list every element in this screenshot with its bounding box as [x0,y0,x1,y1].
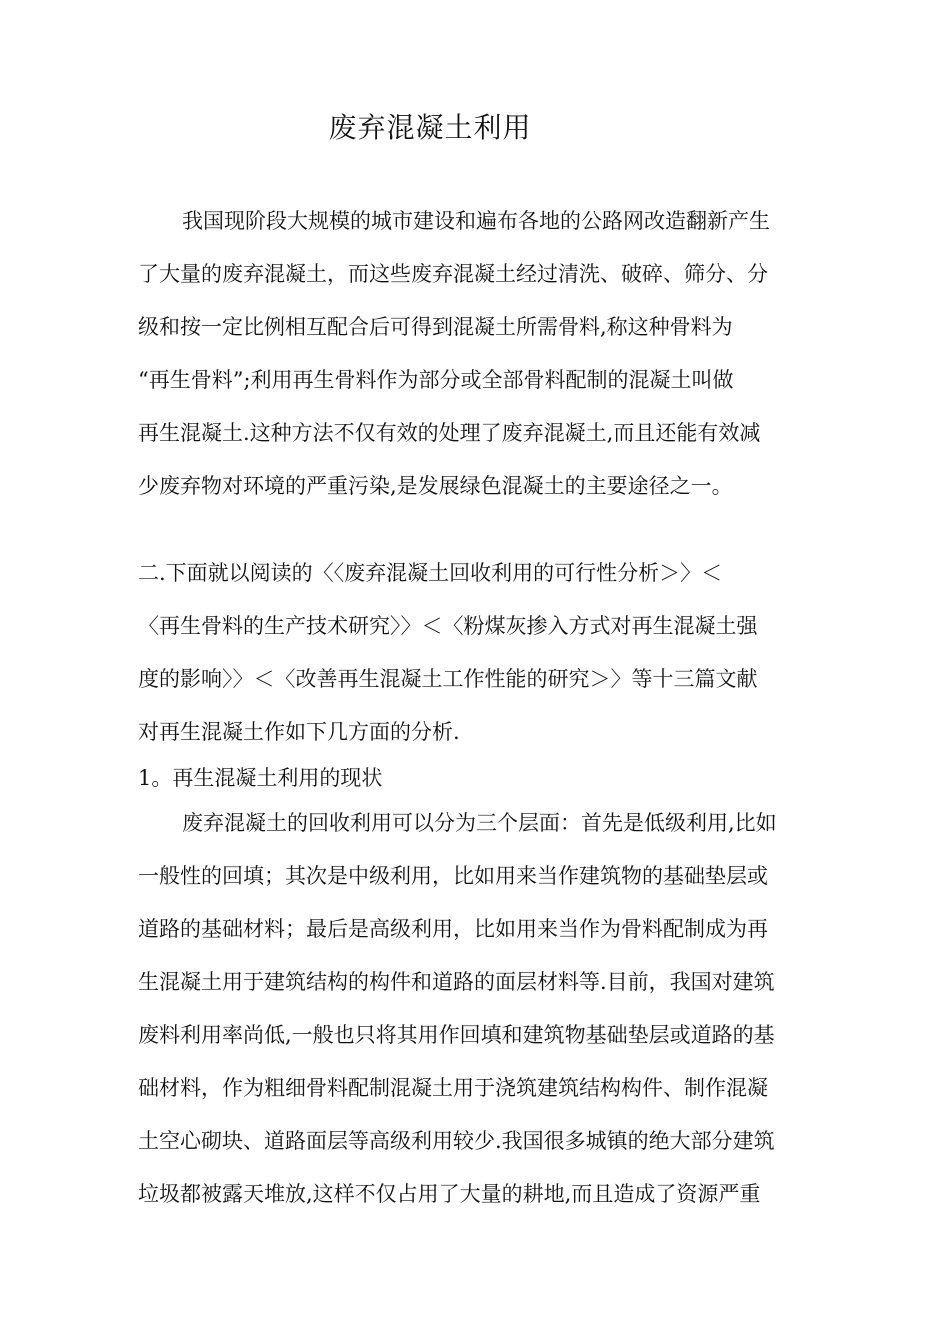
paragraph-line: 土空心砌块、道路面层等高级利用较少.我国很多城镇的绝大部分建筑 [138,1129,775,1153]
intro-line: 我国现阶段大规模的城市建设和遍布各地的公路网改造翻新产生 [182,209,770,233]
section2-line: 度的影响〉〉＜〈改善再生混凝土工作性能的研究＞〉等十三篇文献 [138,667,758,691]
section2-line: 二.下面就以阅读的〈〈废弃混凝土回收利用的可行性分析＞〉＜ [138,561,723,585]
paragraph-line: 础材料，作为粗细骨料配制混凝土用于浇筑建筑结构构件、制作混凝 [138,1076,768,1100]
intro-line: 少废弃物对环境的严重污染,是发展绿色混凝土的主要途径之一。 [138,474,733,498]
paragraph-line: 一般性的回填；其次是中级利用，比如用来当作建筑物的基础垫层或 [138,864,768,888]
intro-line: “再生骨料”;利用再生骨料作为部分或全部骨料配制的混凝土叫做 [138,368,734,392]
section2-line: 〈再生骨料的生产技术研究〉〉＜〈粉煤灰掺入方式对再生混凝土强 [138,614,758,638]
paragraph-line: 生混凝土用于建筑结构的构件和道路的面层材料等.目前，我国对建筑 [138,970,775,994]
section2-line: 对再生混凝土作如下几方面的分析. [138,720,460,744]
intro-line: 再生混凝土.这种方法不仅有效的处理了废弃混凝土,而且还能有效减 [138,421,761,445]
section-heading: 1。再生混凝土利用的现状 [138,766,383,790]
paragraph-line: 废弃混凝土的回收利用可以分为三个层面：首先是低级利用,比如 [182,811,777,835]
paragraph-line: 垃圾都被露天堆放,这样不仅占用了大量的耕地,而且造成了资源严重 [138,1182,761,1206]
paragraph-line: 废料利用率尚低,一般也只将其用作回填和建筑物基础垫层或道路的基 [138,1023,775,1047]
paragraph-line: 道路的基础材料；最后是高级利用，比如用来当作为骨料配制成为再 [138,917,768,941]
intro-line: 了大量的废弃混凝土，而这些废弃混凝土经过清洗、破碎、筛分、分 [138,262,768,286]
intro-line: 级和按一定比例相互配合后可得到混凝土所需骨料,称这种骨料为 [138,315,733,339]
document-title: 废弃混凝土利用 [328,111,532,144]
